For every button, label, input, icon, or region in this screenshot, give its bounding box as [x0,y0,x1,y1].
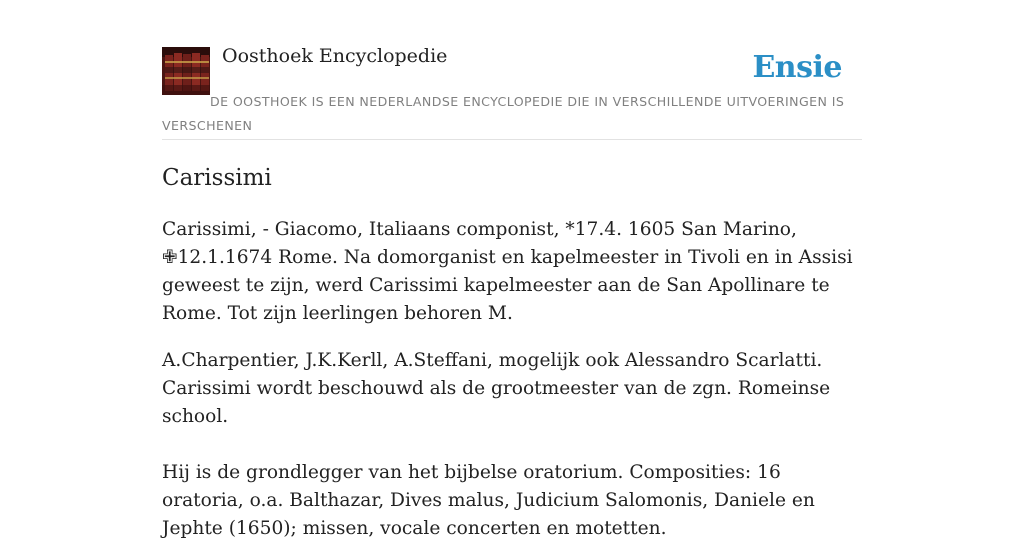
article-paragraph: A.Charpentier, J.K.Kerll, A.Steffani, mogelijk ook Alessandro Scarlatti. Carissimi wordt beschouwd als de grootmeester van de zgn. Romeinse school. [162,350,831,427]
page-container [162,0,862,539]
site-name-link[interactable]: Oosthoek Encyclopedie [222,45,448,67]
article-body [162,216,862,543]
site-tagline: DE OOSTHOEK IS EEN NEDERLANDSE ENCYCLOPEDIE DIE IN VERSCHILLENDE UITVOERINGEN IS VERSCHENEN [162,94,845,133]
article-paragraph: Hij is de grondlegger van het bijbelse oratorium. Composities: 16 oratoria, o.a. Balthazar, Dives malus, Judicium Salomonis, Daniele en Jephte (1650); missen, vocale concerten en motetten. [162,462,815,539]
article-paragraph: Carissimi, - Giacomo, Italiaans componist, *17.4. 1605 San Marino, ✙12.1.1674 Rome. Na domorganist en kapelmeester in Tivoli en in Assisi geweest te zijn, werd Carissimi kapelmeester aan de San Apollinare te Rome. Tot zijn leerlingen behoren M. [162,219,853,324]
brand-logo[interactable]: Ensie [752,50,842,85]
article-title: Carissimi [162,165,272,191]
encyclopedia-books-icon[interactable] [162,47,210,95]
header-divider [162,139,862,140]
